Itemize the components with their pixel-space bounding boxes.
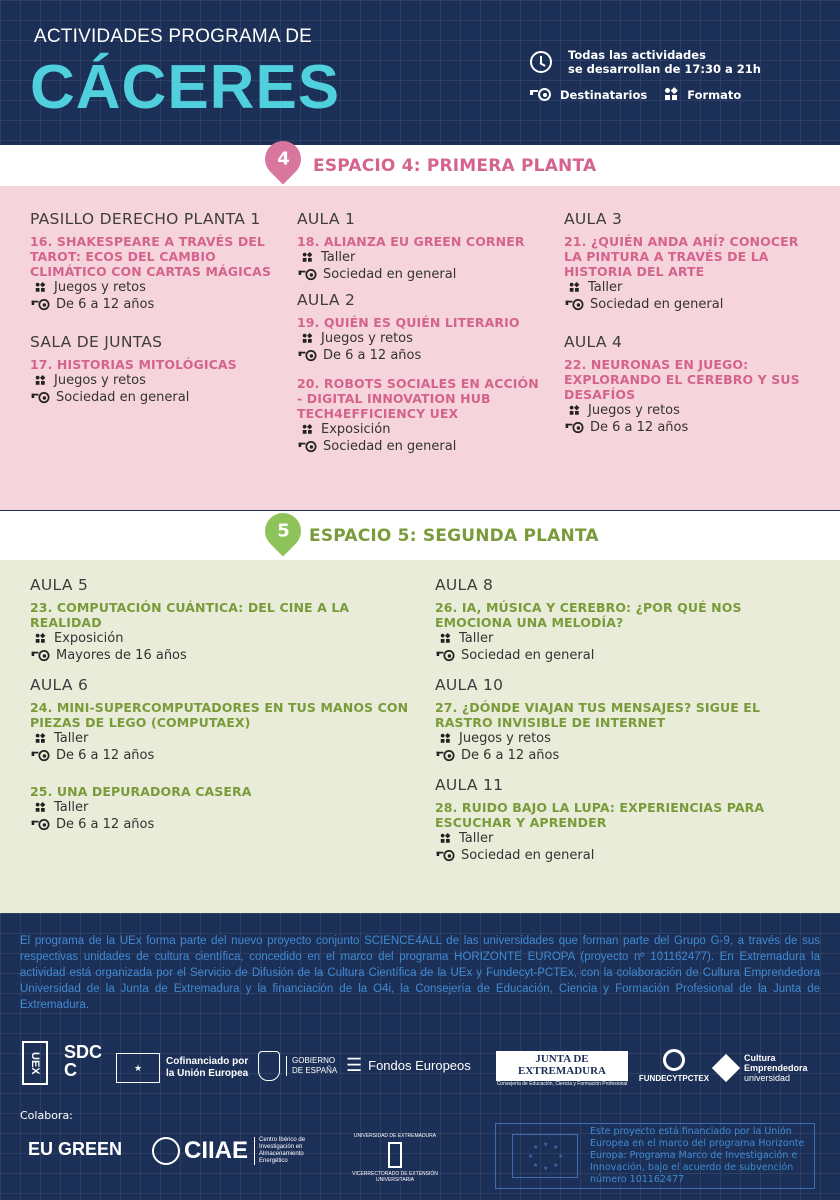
activity-audience: De 6 a 12 años [435, 747, 815, 764]
header [0, 0, 840, 145]
cultura-line-1: Cultura [744, 1053, 776, 1063]
activity-block [30, 576, 415, 664]
activity-format: Exposición [297, 421, 542, 438]
cultura-line-3: universidad [744, 1073, 791, 1083]
activity-block [435, 776, 815, 864]
activity-title: 25. UNA DEPURADORA CASERA [30, 784, 252, 799]
activity-title: 28. RUIDO BAJO LA LUPA: EXPERIENCIAS PARA ESCUCHAR Y APRENDER [435, 800, 765, 830]
target-icon [32, 392, 51, 404]
ciae-sub: Centro Ibérico de Investigación en Almacenamiento Energético [254, 1137, 318, 1165]
uex-emblem-icon [388, 1142, 402, 1168]
activity-audience: De 6 a 12 años [564, 419, 814, 436]
room-label: PASILLO DERECHO PLANTA 1 [30, 210, 261, 228]
footer-paragraph: El programa de la UEx forma parte del nuevo proyecto conjunto SCIENCE4ALL de las universidades que forman parte del Grupo G-9, a través de sus respectivas unidades de cultura científica, concedido en el marco del programa HORIZONTE EUROPA (proyecto nº 101162477). En Extremadura la actividad está organizada por el Servicio de Difusión de la Cultura Científica de la UEx y Fundecyt-PCTEx, con la colaboración de Cultura Emprendedora Universidad de la Junta de Extremadura y la financiación de la O4i, la Consejería de Educación, Ciencia y Formación Profesional de la Junta de Extremadura. [20, 935, 820, 1011]
space5-pin-icon: 5 [258, 506, 309, 557]
gobierno-line-2: DE ESPAÑA [292, 1066, 338, 1075]
room-label: AULA 11 [435, 776, 504, 794]
target-icon [437, 850, 456, 862]
eu-funding-panel [495, 1123, 815, 1189]
ciae-label: CIIAE [184, 1137, 249, 1164]
gobierno-line-1: GOBIERNO [292, 1056, 336, 1065]
format-icon [570, 405, 581, 416]
target-icon [32, 819, 51, 831]
target-icon [566, 422, 585, 434]
space5-col-1 [30, 576, 415, 849]
activity-format: Taller [30, 799, 415, 816]
activity-block [297, 291, 542, 364]
activity-title: 18. ALIANZA EU GREEN CORNER [297, 234, 525, 249]
activity-format: Juegos y retos [30, 372, 280, 389]
target-icon [530, 88, 552, 102]
activity-block [564, 210, 814, 313]
activity-block [435, 576, 815, 664]
uex-logo: UEX [22, 1041, 48, 1085]
activity-title: 24. MINI-SUPERCOMPUTADORES EN TUS MANOS CON PIEZAS DE LEGO (COMPUTAEX) [30, 700, 409, 730]
activity-block [30, 210, 280, 313]
room-label: SALA DE JUNTAS [30, 333, 163, 351]
space4-col-1 [30, 210, 280, 422]
activity-audience: Sociedad en general [435, 647, 815, 664]
activity-format: Exposición [30, 630, 415, 647]
activity-title: 22. NEURONAS EN JUEGO: EXPLORANDO EL CEREBRO Y SUS DESAFÍOS [564, 357, 800, 402]
activity-title: 19. QUIÉN ES QUIÉN LITERARIO [297, 315, 520, 330]
activity-block [297, 210, 542, 283]
activity-format: Taller [30, 730, 415, 747]
room-label: AULA 10 [435, 676, 504, 694]
room-label: AULA 4 [564, 333, 623, 351]
activity-format: Juegos y retos [30, 279, 280, 296]
format-icon [36, 282, 47, 293]
activity-title: 16. SHAKESPEARE A TRAVÉS DEL TAROT: ECOS DEL CAMBIO CLIMÁTICO CON CARTAS MÁGICAS [30, 234, 272, 279]
legend-destinatarios-label: Destinatarios [560, 88, 648, 102]
junta-logo [496, 1051, 628, 1081]
activity-title: 23. COMPUTACIÓN CUÁNTICA: DEL CINE A LA REALIDAD [30, 600, 350, 630]
format-icon [441, 733, 452, 744]
activity-audience: De 6 a 12 años [30, 296, 280, 313]
target-icon [299, 269, 318, 281]
format-icon [303, 333, 314, 344]
activity-audience: De 6 a 12 años [297, 347, 542, 364]
format-icon [36, 802, 47, 813]
fundecyt-label: FUNDECYTPCTEX [638, 1074, 710, 1083]
room-label: AULA 8 [435, 576, 494, 594]
format-icon [36, 633, 47, 644]
vicerrectorado-logo [340, 1133, 450, 1183]
activity-format: Juegos y retos [564, 402, 814, 419]
room-label: AULA 2 [297, 291, 356, 309]
eu-flag-icon: ★ [116, 1053, 160, 1083]
header-kicker: ACTIVIDADES PROGRAMA DE [34, 26, 313, 47]
activity-title: 27. ¿DÓNDE VIAJAN TUS MENSAJES? SIGUE EL RASTRO INVISIBLE DE INTERNET [435, 700, 761, 730]
format-icon [36, 733, 47, 744]
space4-col-2 [297, 210, 542, 471]
room-label: AULA 1 [297, 210, 356, 228]
activity-block [30, 676, 415, 764]
space4-title: ESPACIO 4: PRIMERA PLANTA [313, 156, 597, 176]
space5-title: ESPACIO 5: SEGUNDA PLANTA [309, 525, 599, 546]
activity-format: Taller [435, 830, 815, 847]
space4-pin-icon: 4 [258, 134, 309, 185]
cofinanced-line-1: Cofinanciado por [166, 1056, 249, 1067]
target-icon [437, 750, 456, 762]
legend-destinatarios [530, 88, 647, 102]
colabora-label: Colabora: [20, 1109, 73, 1122]
space5-content [0, 560, 840, 913]
activity-title: 26. IA, MÚSICA Y CEREBRO: ¿POR QUÉ NOS EMOCIONA UNA MELODÍA? [435, 600, 742, 630]
activity-format: Taller [297, 249, 542, 266]
schedule-info [530, 48, 830, 76]
footer [0, 913, 840, 1200]
fundecyt-icon [663, 1049, 685, 1071]
cultura-emprendedora-logo [716, 1053, 808, 1083]
fondos-europeos-logo [346, 1055, 471, 1076]
schedule-line-1: Todas las actividades [568, 48, 706, 62]
space4-header [0, 145, 840, 187]
eu-funding-text: Este proyecto está financiado por la Unión Europea en el marco del programa Horizonte Europa: Programa Marco de Investigación e Innovación, bajo el acuerdo de subvención número 101162477 [590, 1126, 805, 1185]
activity-block [30, 333, 280, 406]
activity-block [564, 333, 814, 436]
target-icon [299, 441, 318, 453]
target-icon [32, 750, 51, 762]
junta-label: JUNTA DE EXTREMADURA [518, 1053, 606, 1077]
globe-icon [152, 1137, 180, 1165]
gobierno-logo [258, 1051, 337, 1081]
sdcc-logo: SDCC [64, 1042, 103, 1080]
activity-format: Taller [435, 630, 815, 647]
room-label: AULA 6 [30, 676, 89, 694]
schedule-line-2: se desarrollan de 17:30 a 21h [568, 62, 761, 76]
junta-sub: Consejería de Educación, Ciencia y Formación Profesional [496, 1081, 628, 1087]
activity-format: Juegos y retos [297, 330, 542, 347]
space5-col-2 [435, 576, 815, 880]
activity-audience: Sociedad en general [30, 389, 280, 406]
activity-audience: Sociedad en general [297, 438, 542, 455]
vicerrectorado-line-2: VICERRECTORADO DE EXTENSIÓN UNIVERSITARIA [352, 1171, 438, 1183]
format-icon [303, 252, 314, 263]
activity-block [30, 784, 415, 833]
coat-of-arms-icon [258, 1051, 280, 1081]
clock-icon [530, 51, 552, 73]
legend-formato [665, 88, 741, 102]
space4-content [0, 186, 840, 510]
room-label: AULA 3 [564, 210, 623, 228]
activity-audience: De 6 a 12 años [30, 747, 415, 764]
ciae-logo [152, 1137, 318, 1165]
format-icon [570, 282, 581, 293]
target-icon [299, 350, 318, 362]
fundecyt-logo [636, 1049, 712, 1083]
cultura-icon [712, 1054, 740, 1082]
eu-cofinanced-logo [116, 1053, 248, 1083]
page-title: CÁCERES [30, 53, 341, 122]
activity-title: 17. HISTORIAS MITOLÓGICAS [30, 357, 237, 372]
header-info [530, 48, 830, 102]
format-icon [303, 424, 314, 435]
target-icon [32, 650, 51, 662]
legend-formato-label: Formato [687, 88, 742, 102]
fondos-icon: ☰ [346, 1055, 363, 1075]
format-icon [441, 633, 452, 644]
activity-format: Juegos y retos [435, 730, 815, 747]
target-icon [566, 299, 585, 311]
eu-flag-icon: ★ ★ ★ ★ ★ ★ ★ ★ [512, 1134, 578, 1178]
activity-audience: Sociedad en general [564, 296, 814, 313]
activity-block [435, 676, 815, 764]
target-icon [32, 299, 51, 311]
room-label: AULA 5 [30, 576, 89, 594]
fondos-label: Fondos Europeos [368, 1058, 471, 1073]
space5-header [0, 511, 840, 560]
space4-col-3 [564, 210, 814, 452]
activity-audience: De 6 a 12 años [30, 816, 415, 833]
cofinanced-line-2: la Unión Europea [166, 1068, 249, 1079]
activity-format: Taller [564, 279, 814, 296]
activity-block [297, 376, 542, 455]
legend [530, 88, 830, 102]
format-icon [665, 88, 679, 102]
activity-audience: Sociedad en general [297, 266, 542, 283]
activity-title: 21. ¿QUIÉN ANDA AHÍ? CONOCER LA PINTURA A TRAVÉS DE LA HISTORIA DEL ARTE [564, 234, 799, 279]
target-icon [437, 650, 456, 662]
cultura-line-2: Emprendedora [744, 1063, 808, 1073]
activity-title: 20. ROBOTS SOCIALES EN ACCIÓN - DIGITAL INNOVATION HUB TECH4EFFICIENCY UEX [297, 376, 539, 421]
activity-audience: Sociedad en general [435, 847, 815, 864]
eugreen-logo: EU GREEN [28, 1139, 123, 1159]
format-icon [36, 375, 47, 386]
activity-audience: Mayores de 16 años [30, 647, 415, 664]
format-icon [441, 833, 452, 844]
vicerrectorado-line-1: UNIVERSIDAD DE EXTREMADURA [353, 1133, 437, 1139]
